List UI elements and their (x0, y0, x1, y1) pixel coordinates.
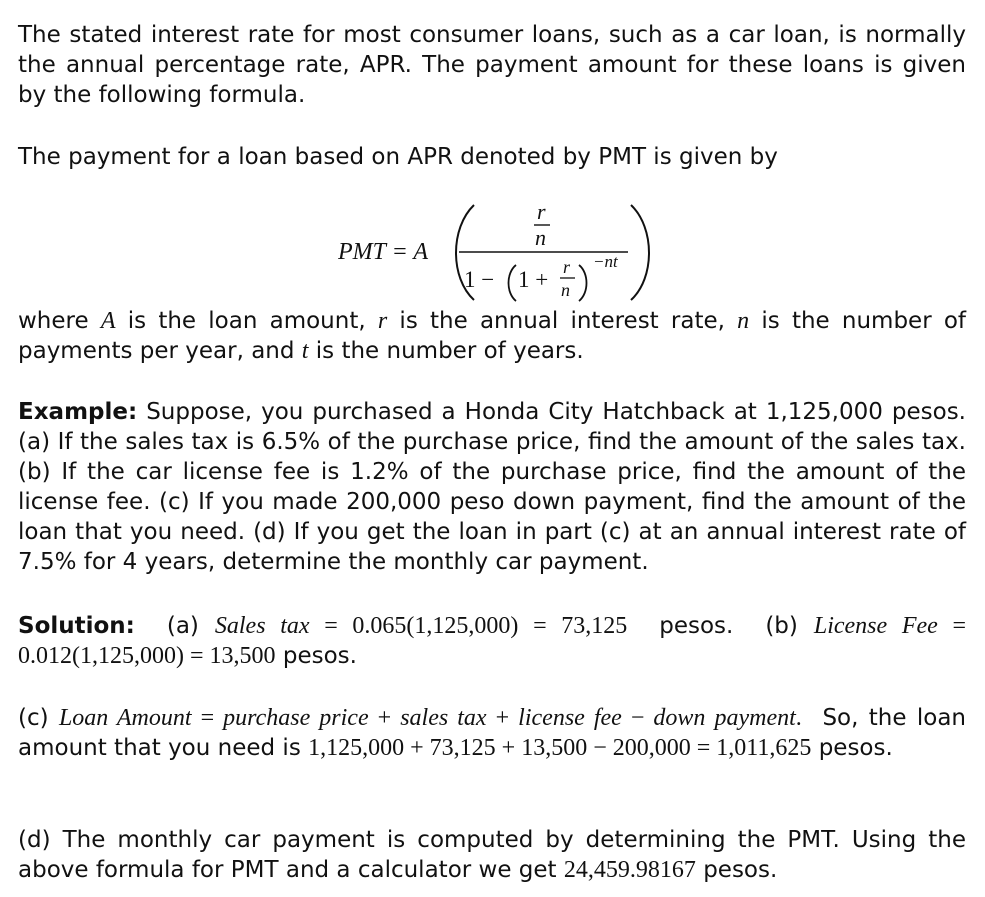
part-d-paragraph (18, 825, 966, 885)
part-d-text: (d) The monthly car payment is computed by determining the PMT. Using the above formula for PMT and a calculator we get (18, 827, 966, 883)
example-paragraph (18, 397, 966, 577)
monthly-payment-value: 24,459.98167 (563, 857, 696, 883)
formula-inner-n: n (561, 280, 570, 300)
license-fee-variable: License Fee (813, 613, 938, 639)
variables-paragraph (18, 306, 966, 366)
eq-down-payment: down payment (653, 705, 796, 731)
formula-num-n: n (535, 225, 546, 250)
var-t: t (301, 338, 309, 364)
example-label: Example: (18, 399, 138, 425)
license-fee-equals: = (937, 613, 967, 639)
license-fee-expression: 0.012(1,125,000) = 13,500 (18, 643, 276, 669)
formula-lhs: PMT = A (338, 239, 428, 265)
formula-right-paren (631, 205, 649, 300)
solution-a-label: (a) (166, 613, 199, 639)
intro-paragraph: The stated interest rate for most consumer loans, such as a car loan, is normally the annual percentage rate, APR. The payment amount for these loans is given by the following formula. (18, 22, 966, 108)
sales-tax-expression: = 0.065(1,125,000) = 73,125 (309, 613, 628, 639)
formula-exponent: −nt (593, 252, 618, 271)
eq-loan-amount: Loan Amount (58, 705, 192, 731)
where-text-1: where (18, 308, 101, 334)
var-r: r (377, 308, 388, 334)
sales-tax-variable: Sales tax (214, 613, 310, 639)
loan-amount-expression: 1,125,000 + 73,125 + 13,500 − 200,000 = 1,011,625 (308, 735, 812, 761)
loan-amount-unit: pesos. (818, 735, 893, 761)
where-text-4: is the number of payments per year, and (18, 308, 967, 364)
part-c-so-text: So, the loan amount that you need is (18, 705, 966, 761)
pmt-formula (338, 193, 668, 305)
solution-paragraph (18, 611, 966, 671)
var-n: n (737, 308, 750, 334)
license-fee-unit: pesos. (282, 643, 357, 669)
part-c-paragraph (18, 703, 966, 763)
sales-tax-unit: pesos. (659, 613, 734, 639)
eq-purchase-price: purchase price (223, 705, 369, 731)
var-A: A (100, 308, 116, 334)
formula-inner-right-paren (579, 265, 587, 301)
part-c-label: (c) (18, 705, 49, 731)
eq-period: . (795, 705, 802, 731)
solution-b-label: (b) (765, 613, 798, 639)
eq-op-minus: − (621, 705, 654, 731)
example-text: Suppose, you purchased a Honda City Hatchback at 1,125,000 pesos. (a) If the sales tax is 6.5% of the purchase price, find the amount of the sales tax. (b) If the car license fee is 1.2% of the purchase price, find the amount of the license fee. (c) If you made 200,000 peso down payment, find the amount of the loan that you need. (d) If you get the loan in part (c) at an annual interest rate of 7.5% for 4 years, determine the monthly car payment. (18, 399, 966, 575)
pmt-intro-paragraph: The payment for a loan based on APR denoted by PMT is given by (18, 144, 778, 170)
formula-inner-r: r (563, 257, 571, 277)
where-text-5: is the number of years. (308, 338, 584, 364)
where-text-2: is the loan amount, (115, 308, 378, 334)
formula-num-r: r (537, 199, 546, 224)
eq-op-plus-2: + (486, 705, 519, 731)
monthly-payment-unit: pesos. (703, 857, 778, 883)
formula-one-minus: 1 − (464, 267, 495, 292)
eq-op-equals: = (191, 705, 224, 731)
formula-inner-left-paren (509, 265, 517, 301)
eq-op-plus-1: + (368, 705, 401, 731)
pmt-formula-svg (338, 193, 668, 305)
where-text-3: is the annual interest rate, (387, 308, 738, 334)
solution-label: Solution: (18, 613, 135, 639)
eq-sales-tax: sales tax (400, 705, 487, 731)
formula-one-plus: 1 + (518, 267, 549, 292)
eq-license-fee: license fee (518, 705, 622, 731)
